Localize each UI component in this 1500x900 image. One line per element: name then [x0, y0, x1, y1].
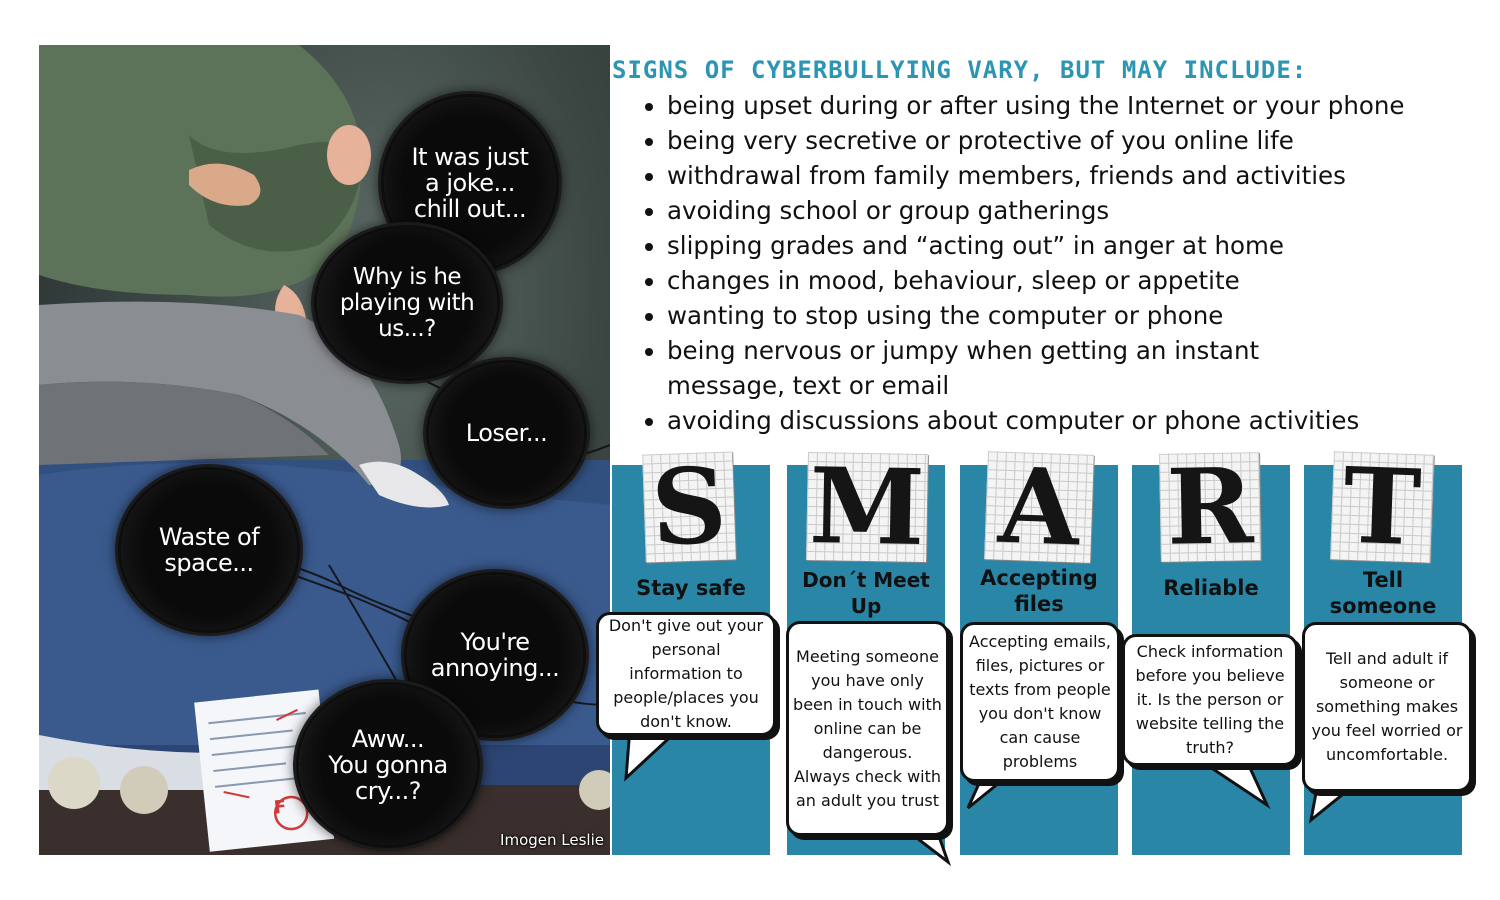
smart-letter-m: M	[806, 452, 928, 562]
sign-item: • being very secretive or protective of you online life	[667, 123, 1500, 158]
thought-bubble-why: Why is he playing with us...?	[317, 228, 497, 378]
speech-bubble-r: Check information before you believe it. Is the person or website telling the truth?	[1122, 634, 1298, 766]
smart-word-s: Stay safe	[636, 576, 746, 600]
smart-letter-a: A	[984, 451, 1094, 563]
thought-bubble-cry: Aww... You gonna cry...?	[299, 685, 477, 845]
thought-bubble-joke: It was just a joke... chill out...	[384, 97, 556, 269]
paper-grade: F	[272, 796, 288, 819]
signs-heading: SIGNS OF CYBERBULLYING VARY, BUT MAY INCLUDE:	[612, 56, 1308, 84]
smart-word-a: Accepting files	[980, 566, 1098, 616]
signs-list	[612, 88, 1500, 438]
smart-letter-s: S	[642, 451, 736, 562]
sign-item: • avoiding school or group gatherings	[667, 193, 1500, 228]
speech-bubble-s: Don't give out your personal information to people/places you don't know.	[596, 612, 776, 736]
illustration	[39, 45, 610, 855]
speech-bubble-a: Accepting emails, files, pictures or texts from people you don't know can cause problems	[960, 622, 1120, 782]
smart-word-r: Reliable	[1163, 576, 1259, 600]
artist-credit: Imogen Leslie	[500, 831, 604, 849]
speech-bubble-m: Meeting someone you have only been in touch with online can be dangerous. Always check with an adult you trust	[786, 621, 949, 836]
sign-item: • changes in mood, behaviour, sleep or appetite	[667, 263, 1500, 298]
sign-item: • withdrawal from family members, friends and activities	[667, 158, 1500, 193]
sign-item: • being upset during or after using the Internet or your phone	[667, 88, 1500, 123]
thought-bubble-waste: Waste of space...	[121, 470, 297, 630]
speech-tail-s	[620, 728, 700, 798]
smart-letter-t: T	[1330, 451, 1434, 562]
sign-item: • avoiding discussions about computer or phone activities	[667, 403, 1500, 438]
speech-bubble-t: Tell and adult if someone or something makes you feel worried or uncomfortable.	[1302, 622, 1472, 792]
thought-bubble-annoying: You're annoying...	[407, 575, 583, 735]
sign-item: • slipping grades and “acting out” in anger at home	[667, 228, 1500, 263]
crumpled-paper	[48, 757, 100, 809]
sign-item: • being nervous or jumpy when getting an instant message, text or email	[667, 333, 1367, 403]
thought-bubble-loser: Loser...	[429, 363, 584, 503]
speech-tail-r	[1185, 757, 1285, 817]
smart-word-t: Tell someone	[1329, 568, 1437, 618]
sign-item: • wanting to stop using the computer or phone	[667, 298, 1500, 333]
smart-word-m: Don´t Meet Up	[802, 568, 930, 618]
smart-letter-r: R	[1159, 452, 1261, 562]
